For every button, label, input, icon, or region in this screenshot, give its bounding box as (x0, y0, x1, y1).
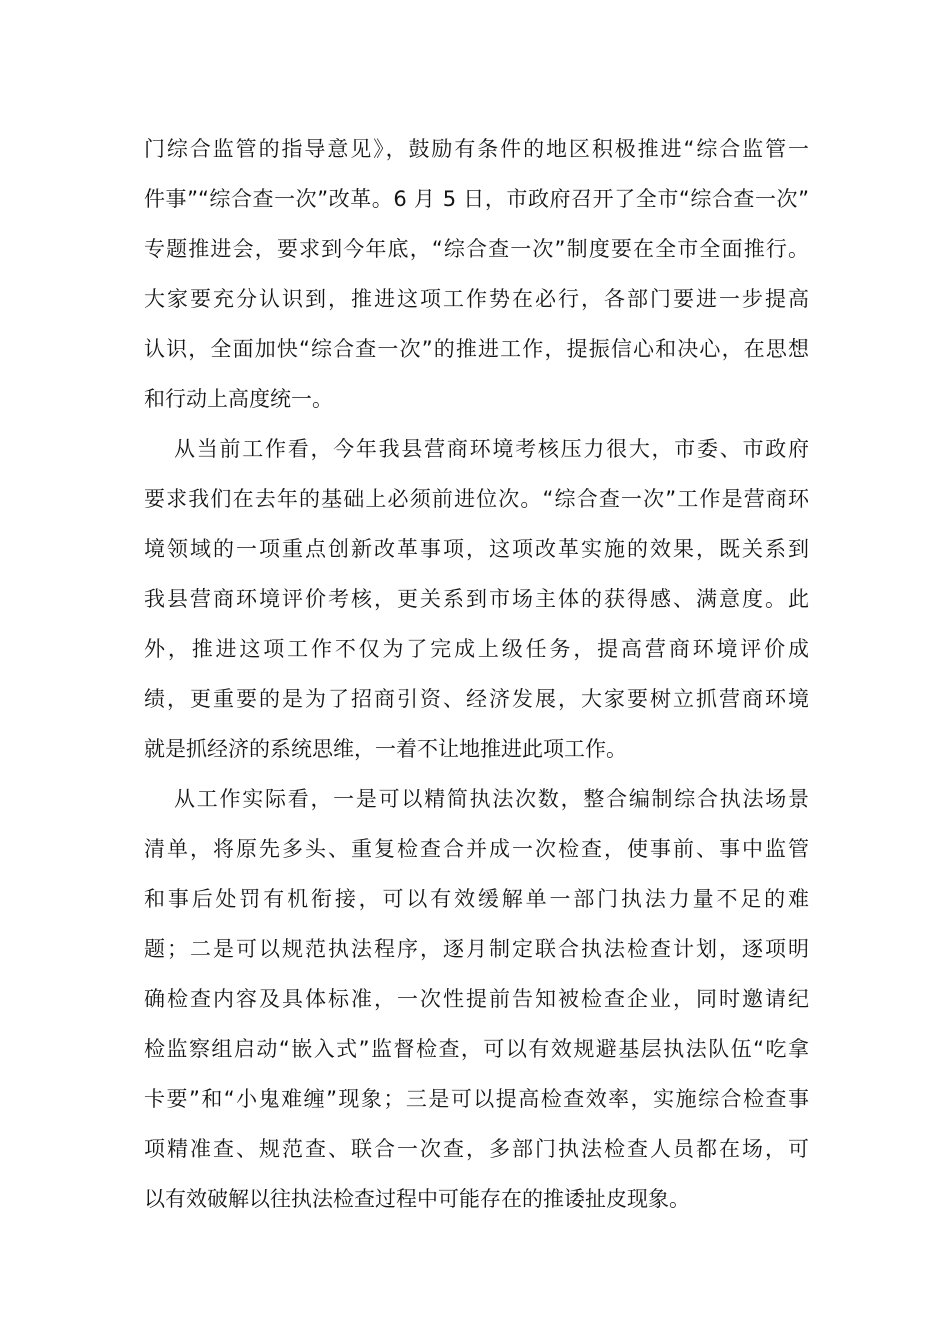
text-line: 要求我们在去年的基础上必须前进位次。“综合查一次”工作是营商环 (144, 487, 809, 511)
text-line: 专题推进会，要求到今年底，“综合查一次”制度要在全市全面推行。 (144, 237, 809, 261)
text-line: 就是抓经济的系统思维，一着不让地推进此项工作。 (144, 737, 627, 761)
text-line: 件事”“综合查一次”改革。6 月 5 日，市政府召开了全市“综合查一次” (144, 187, 809, 211)
text-line: 大家要充分认识到，推进这项工作势在必行，各部门要进一步提高 (144, 287, 809, 311)
text-line: 外，推进这项工作不仅为了完成上级任务，提高营商环境评价成 (144, 637, 809, 661)
text-line: 检监察组启动“嵌入式”监督检查，可以有效规避基层执法队伍“吃拿 (144, 1037, 809, 1061)
text-line: 境领域的一项重点创新改革事项，这项改革实施的效果，既关系到 (144, 537, 809, 561)
text-line: 项精准查、规范查、联合一次查，多部门执法检查人员都在场，可 (144, 1137, 809, 1161)
text-line: 绩，更重要的是为了招商引资、经济发展，大家要树立抓营商环境 (144, 687, 809, 711)
text-line: 认识，全面加快“综合查一次”的推进工作，提振信心和决心，在思想 (144, 337, 809, 361)
text-line: 和事后处罚有机衔接，可以有效缓解单一部门执法力量不足的难 (144, 887, 809, 911)
text-line: 题；二是可以规范执法程序，逐月制定联合执法检查计划，逐项明 (144, 937, 809, 961)
text-line: 我县营商环境评价考核，更关系到市场主体的获得感、满意度。此 (144, 587, 809, 611)
paragraph-first-line: 从当前工作看，今年我县营商环境考核压力很大，市委、市政府 (174, 437, 809, 461)
paragraph-first-line: 从工作实际看，一是可以精简执法次数，整合编制综合执法场景 (174, 787, 809, 811)
text-line: 卡要”和“小鬼难缠”现象；三是可以提高检查效率，实施综合检查事 (144, 1087, 809, 1111)
text-line: 门综合监管的指导意见》，鼓励有条件的地区积极推进“综合监管一 (144, 137, 809, 161)
text-line: 和行动上高度统一。 (144, 387, 333, 411)
text-line: 以有效破解以往执法检查过程中可能存在的推诿扯皮现象。 (144, 1187, 690, 1211)
text-line: 清单，将原先多头、重复检查合并成一次检查，使事前、事中监管 (144, 837, 809, 861)
text-line: 确检查内容及具体标准，一次性提前告知被检查企业，同时邀请纪 (144, 987, 809, 1011)
